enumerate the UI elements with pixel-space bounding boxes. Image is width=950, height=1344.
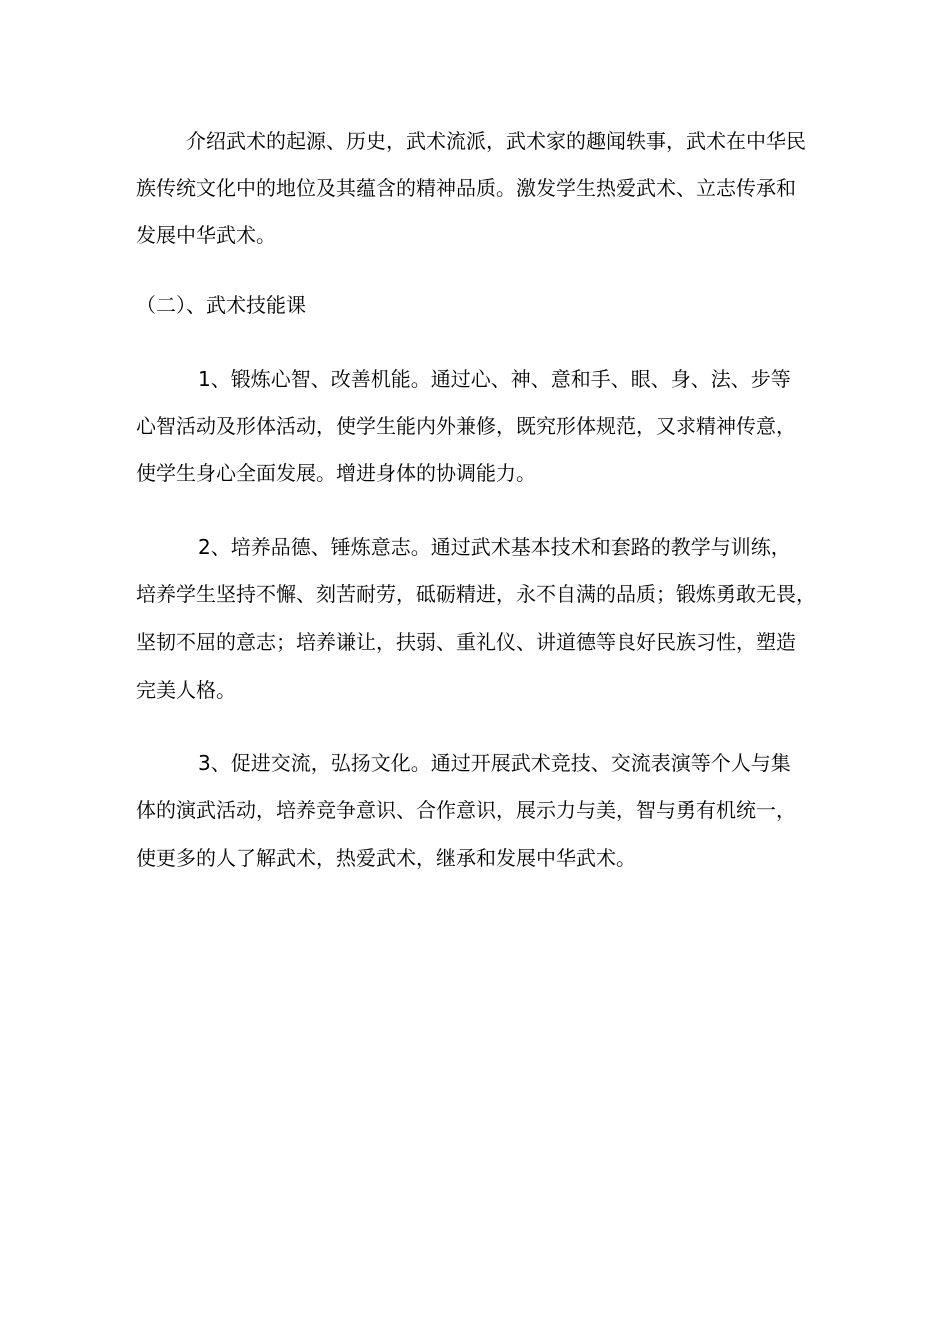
item-3-line-3: 使更多的人了解武术，热爱武术，继承和发展中华武术。 — [136, 846, 636, 870]
section-heading: （二）、武术技能课 — [136, 293, 306, 317]
item-2-line-3: 坚韧不屈的意志；培养谦让，扶弱、重礼仪、讲道德等良好民族习性，塑造 — [136, 630, 796, 654]
item-3-line-2: 体的演武活动，培养竞争意识、合作意识，展示力与美，智与勇有机统一， — [136, 798, 796, 822]
item-1-line-2: 心智活动及形体活动，使学生能内外兼修，既究形体规范，又求精神传意， — [136, 414, 796, 438]
item-1-line-1: 1、锻炼心智、改善机能。通过心、神、意和手、眼、身、法、步等 — [198, 367, 791, 391]
intro-line-2: 族传统文化中的地位及其蕴含的精神品质。激发学生热爱武术、立志传承和 — [136, 176, 796, 200]
item-3-line-1: 3、促进交流，弘扬文化。通过开展武术竞技、交流表演等个人与集 — [198, 751, 791, 775]
item-1-line-3: 使学生身心全面发展。增进身体的协调能力。 — [136, 461, 536, 485]
intro-line-3: 发展中华武术。 — [136, 223, 276, 247]
intro-line-1: 介绍武术的起源、历史，武术流派，武术家的趣闻轶事，武术在中华民 — [186, 129, 806, 153]
item-2-line-1: 2、培养品德、锤炼意志。通过武术基本技术和套路的教学与训练， — [198, 535, 791, 559]
item-2-line-4: 完美人格。 — [136, 678, 236, 702]
item-2-line-2: 培养学生坚持不懈、刻苦耐劳，砥砺精进，永不自满的品质；锻炼勇敢无畏， — [136, 582, 816, 606]
